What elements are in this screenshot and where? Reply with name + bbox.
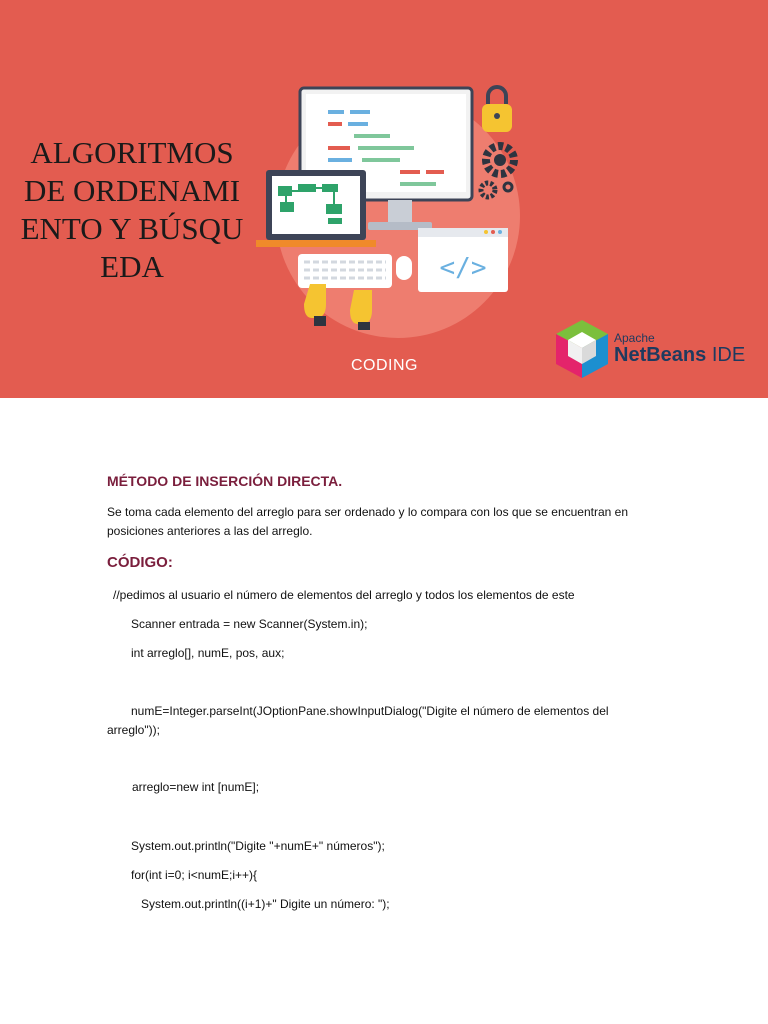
code-line: arreglo")); xyxy=(107,723,160,737)
code-line: arreglo=new int [numE]; xyxy=(132,780,260,794)
code-line: System.out.println("Digite "+numE+" números"); xyxy=(131,839,385,853)
coding-label: CODING xyxy=(351,357,418,374)
coding-illustration xyxy=(250,70,550,370)
section-description: Se toma cada elemento del arreglo para ser ordenado y lo compara con los que se encuentran en posiciones anteriores a las del arreglo. xyxy=(107,505,628,538)
code-line: //pedimos al usuario el número de elementos del arreglo y todos los elementos de este xyxy=(113,588,575,602)
code-heading: CÓDIGO: xyxy=(107,554,173,571)
section-heading: MÉTODO DE INSERCIÓN DIRECTA. xyxy=(107,473,343,489)
cover-banner xyxy=(0,0,768,398)
brand-name xyxy=(614,344,745,367)
code-line: numE=Integer.parseInt(JOptionPane.showInputDialog("Digite el número de elementos del xyxy=(131,704,609,718)
code-window-icon xyxy=(418,228,508,292)
brand-name-light: IDE xyxy=(711,344,746,366)
keyboard-icon xyxy=(298,254,392,288)
code-line: Scanner entrada = new Scanner(System.in); xyxy=(131,617,368,631)
code-line: System.out.println((i+1)+" Digite un número: "); xyxy=(141,897,390,911)
brand-name-bold: NetBeans xyxy=(614,344,707,366)
laptop-icon xyxy=(256,170,376,247)
code-line: for(int i=0; i<numE;i++){ xyxy=(131,868,258,882)
padlock-icon xyxy=(482,87,512,132)
brand-apache: Apache xyxy=(614,331,655,345)
mouse-icon xyxy=(396,256,412,280)
svg-text:</>: </> xyxy=(439,253,487,283)
netbeans-cube-icon xyxy=(552,318,612,380)
code-line: int arreglo[], numE, pos, aux; xyxy=(131,646,285,660)
cover-title: ALGORITMOS DE ORDENAMIENTO Y BÚSQUEDA xyxy=(20,135,244,284)
